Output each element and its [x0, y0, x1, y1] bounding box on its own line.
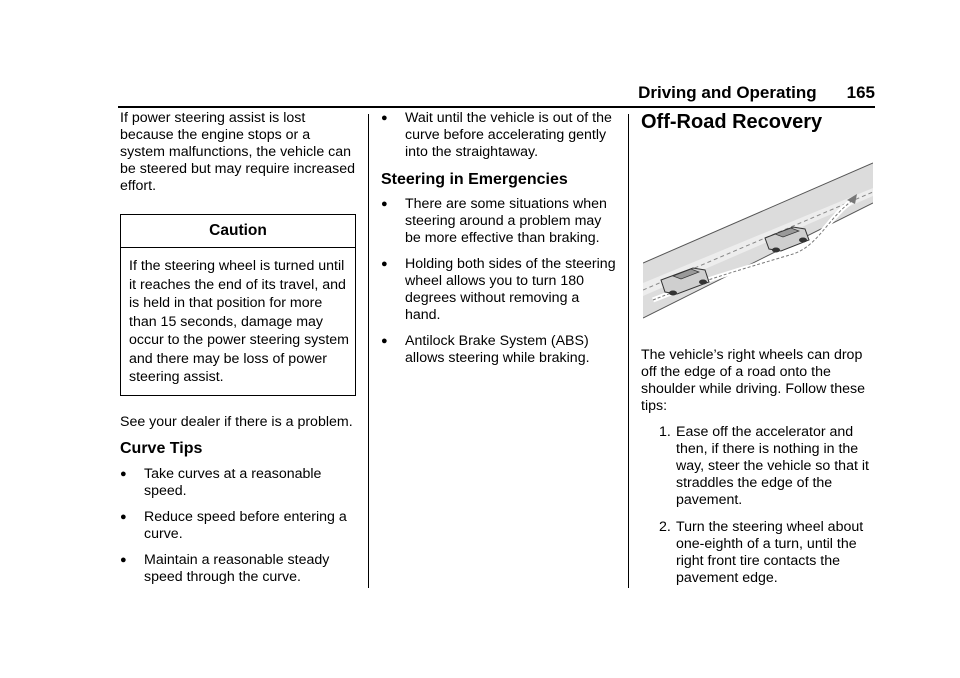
bullet-icon: ● — [381, 198, 388, 210]
list-item: ● Maintain a reasonable steady speed through the curve. — [120, 551, 330, 585]
curve-tips-continued — [381, 110, 617, 161]
page-number: 165 — [846, 83, 875, 102]
section-title: Driving and Operating — [638, 83, 817, 102]
curve-tips-list — [120, 466, 356, 586]
list-item: ● Holding both sides of the steering wheel allows you to turn 180 degrees without removing a hand. — [381, 256, 616, 323]
off-road-recovery-illustration-icon — [643, 158, 873, 333]
list-item: ● Antilock Brake System (ABS) allows steering while braking. — [381, 333, 590, 366]
list-item: ● Reduce speed before entering a curve. — [120, 508, 347, 542]
list-item: 1. Ease off the accelerator and then, if there is nothing in the way, steer the vehicle so that it straddles the edge of the pavement. — [659, 424, 869, 508]
column-divider-1 — [368, 114, 369, 588]
caution-body: If the steering wheel is turned until it reaches the end of its travel, and is held in that position for more than 15 seconds, damage may occur to the power steering system and there may be loss of power steering assist. — [129, 258, 350, 385]
emergencies-list — [381, 196, 617, 367]
bullet-icon: ● — [381, 258, 388, 270]
off-road-recovery-heading: Off-Road Recovery — [641, 111, 823, 133]
dealer-note: See your dealer if there is a problem. — [120, 413, 353, 430]
recovery-steps — [659, 424, 877, 587]
list-item: ● Take curves at a reasonable speed. — [120, 465, 322, 499]
list-item: 2. Turn the steering wheel about one-eighth of a turn, until the right front tire contacts the pavement edge. — [659, 519, 864, 586]
bullet-icon: ● — [381, 335, 388, 347]
bullet-icon: ● — [120, 467, 127, 480]
list-item: ● Wait until the vehicle is out of the curve before accelerating gently into the straightaway. — [381, 110, 612, 160]
bullet-icon: ● — [381, 112, 388, 124]
list-item: ● There are some situations when steering around a problem may be more effective than braking. — [381, 196, 607, 246]
off-road-intro: The vehicle’s right wheels can drop off the edge of a road onto the shoulder while driving. Follow these tips: — [641, 347, 865, 414]
column-2 — [381, 110, 617, 376]
curve-tips-heading: Curve Tips — [120, 439, 203, 457]
bullet-icon: ● — [120, 553, 127, 566]
emergencies-heading: Steering in Emergencies — [381, 171, 568, 188]
column-divider-2 — [628, 114, 629, 588]
power-steering-intro: If power steering assist is lost because the engine stops or a system malfunctions, the vehicle can be steered but may require increased effort. — [120, 110, 356, 194]
bullet-icon: ● — [120, 510, 127, 523]
column-1 — [120, 110, 356, 595]
caution-box — [120, 214, 356, 396]
page-header — [118, 84, 875, 108]
header-title — [638, 83, 875, 103]
caution-title: Caution — [121, 215, 355, 248]
